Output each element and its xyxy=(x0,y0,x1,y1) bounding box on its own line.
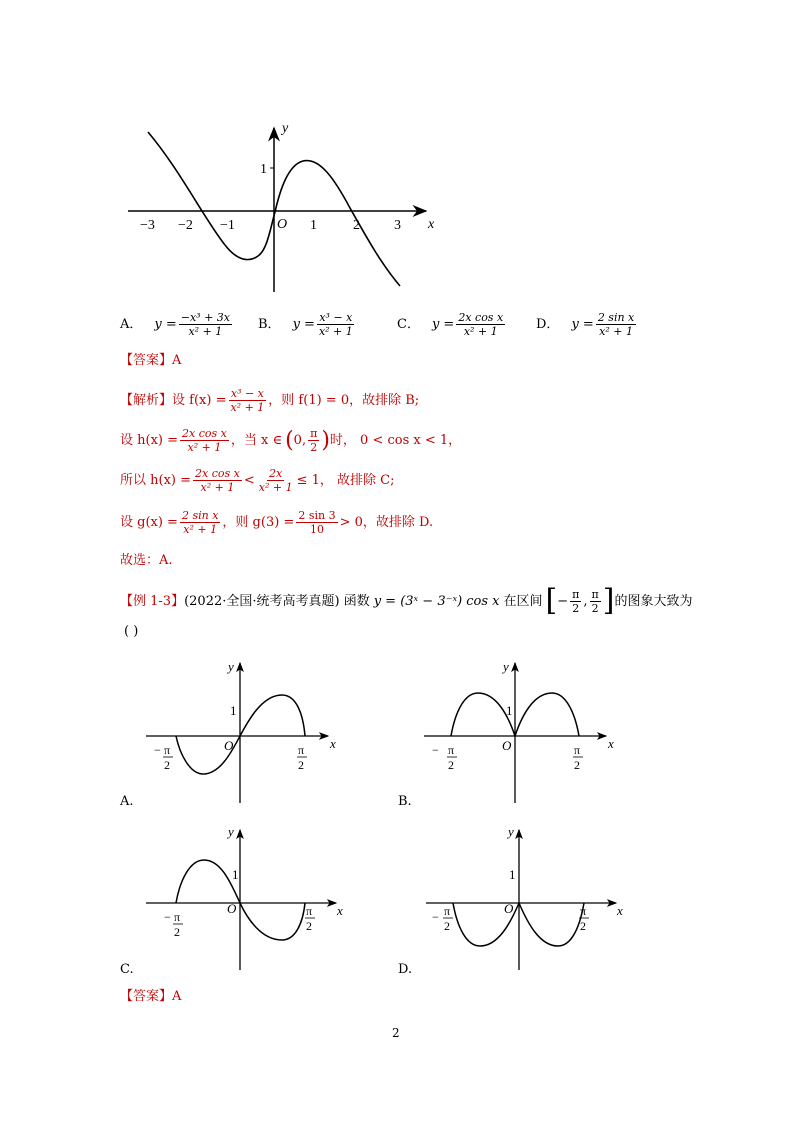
svg-text:O: O xyxy=(227,901,237,916)
svg-text:2: 2 xyxy=(298,758,304,772)
svg-text:−: − xyxy=(432,910,439,924)
svg-text:y: y xyxy=(228,824,234,839)
svg-text:π: π xyxy=(574,743,581,757)
svg-text:x: x xyxy=(617,903,623,918)
svg-text:2: 2 xyxy=(164,758,170,772)
page-number: 2 xyxy=(392,1026,400,1040)
graph-1-xtick: 3 xyxy=(394,218,401,233)
svg-text:O: O xyxy=(224,738,234,753)
option-d[interactable]: D． y = $\frac{\text{2 sin x}}{\text{x² + 1}}$ xyxy=(536,311,635,338)
example-tag: 【例 1-3】 xyxy=(120,593,185,609)
svg-text:2: 2 xyxy=(174,925,180,939)
graph-1-ytick: 1 xyxy=(260,162,267,177)
graph-1 xyxy=(120,110,450,300)
svg-text:2: 2 xyxy=(448,758,454,772)
svg-text:π: π xyxy=(298,743,305,757)
svg-text:π: π xyxy=(448,743,455,757)
graph-1-xtick: 2 xyxy=(353,218,360,233)
svg-text:1: 1 xyxy=(509,867,516,882)
option-c[interactable]: C． y = $\frac{\text{2x cos x}}{\text{x² + 1}}$ xyxy=(397,311,504,338)
svg-text:x: x xyxy=(330,736,336,751)
graph-1-xtick: −1 xyxy=(220,218,235,233)
svg-text:y: y xyxy=(228,659,234,674)
svg-text:−: − xyxy=(432,743,439,757)
svg-text:O: O xyxy=(504,901,514,916)
answer-blank: ( ) xyxy=(124,624,139,639)
graph-1-y-label: y xyxy=(282,121,289,136)
graph-1-x-label: x xyxy=(428,217,435,232)
svg-text:x: x xyxy=(608,736,614,751)
svg-text:π: π xyxy=(580,904,587,918)
svg-text:2: 2 xyxy=(580,919,586,933)
svg-text:y: y xyxy=(508,824,514,839)
analysis-line-1: 【解析】 设 f(x) = $\frac{\text{x³ − x}}{\text{x² + 1}}$ ，则 f(1) = 0，故排除 B; xyxy=(120,387,420,414)
analysis-line-3: 所以 h(x) = $\frac{\text{2x cos x}}{\text{x² + 1}}$ < $\frac{2x}{\text{x² + 1}}$ ≤ 1， 故排除 C; xyxy=(120,467,395,494)
svg-text:1: 1 xyxy=(232,867,239,882)
answer-1: 【答案】A xyxy=(120,353,182,368)
svg-text:O: O xyxy=(502,738,512,753)
graph-c xyxy=(140,822,350,972)
analysis-conclusion: 故选：A. xyxy=(120,553,173,568)
graph-1-xtick: 1 xyxy=(310,218,317,233)
graph-b-label[interactable]: B. xyxy=(398,794,412,809)
graph-1-xtick: −3 xyxy=(140,218,155,233)
svg-text:−: − xyxy=(154,743,161,757)
graph-a-label[interactable]: A. xyxy=(120,794,134,809)
svg-text:2: 2 xyxy=(574,758,580,772)
graph-d xyxy=(420,822,630,972)
answer-2: 【答案】A xyxy=(120,989,182,1004)
option-b[interactable]: B． y = $\frac{\text{x³ − x}}{\text{x² + 1}}$ xyxy=(258,311,353,338)
svg-text:1: 1 xyxy=(506,703,513,718)
svg-text:x: x xyxy=(337,903,343,918)
graph-b xyxy=(418,655,628,805)
svg-text:1: 1 xyxy=(230,703,237,718)
svg-text:y: y xyxy=(503,659,509,674)
svg-text:−: − xyxy=(164,910,171,924)
option-a[interactable]: A． y = $\frac{\text{−x³ + 3x}}{\text{x² + 1}}$ xyxy=(120,311,231,338)
example-question: 【例 1-3】 (2022·全国·统考高考真题) 函数 y = (3ˣ − 3⁻ˣ) cos x 在区间 [ − $\frac{\pi}{2}$ , $\frac{\pi}{2}$ ] 的图象大致为 xyxy=(120,583,693,618)
svg-text:π: π xyxy=(444,904,451,918)
svg-text:2: 2 xyxy=(444,919,450,933)
graph-1-origin: O xyxy=(277,217,288,232)
svg-text:π: π xyxy=(164,743,171,757)
graph-a xyxy=(140,655,350,805)
svg-text:π: π xyxy=(174,910,181,924)
graph-1-xtick: −2 xyxy=(178,218,193,233)
graph-c-label[interactable]: C. xyxy=(120,962,134,977)
svg-text:2: 2 xyxy=(306,919,312,933)
analysis-line-4: 设 g(x) = $\frac{\text{2 sin x}}{\text{x² + 1}}$ ，则 g(3) = $\frac{2 \sin 3}{10}$ > 0，故排除 D. xyxy=(120,509,434,536)
graph-d-label[interactable]: D. xyxy=(398,962,413,977)
analysis-line-2: 设 h(x) = $\frac{\text{2x cos x}}{\text{x² + 1}}$ ，当 x ∈ ( 0, $\frac{\pi}{2}$ ) 时， 0 < cos x < 1， xyxy=(120,427,462,454)
svg-text:π: π xyxy=(306,904,313,918)
